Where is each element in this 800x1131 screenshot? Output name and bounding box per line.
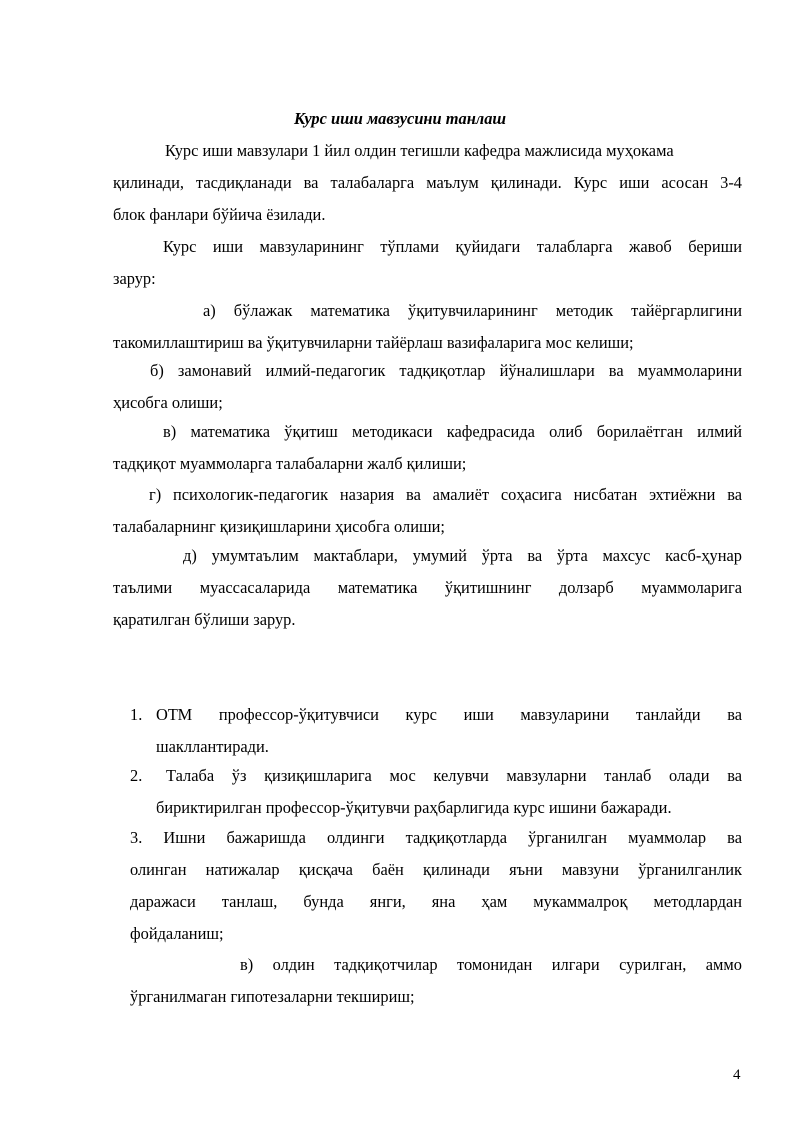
page-number: 4 xyxy=(733,1067,741,1083)
paragraph-line: ҳисобга олиши; xyxy=(113,393,223,412)
paragraph-line: а) бўлажак математика ўқитувчиларининг методик тайёргарлигини xyxy=(203,301,742,320)
requirement-d xyxy=(113,540,742,636)
list-item-line: Талаба ўз қизиқишларига мос келувчи мавзуларни танлаб олади ва xyxy=(166,766,742,785)
paragraph-line: г) психологик-педагогик назария ва амалиёт соҳасига нисбатан эхтиёжни ва xyxy=(149,485,742,504)
list-item-line: бириктирилган профессор-ўқитувчи раҳбарлигида курс ишини бажаради. xyxy=(156,798,672,817)
paragraph-line: фойдаланиш; xyxy=(130,924,224,943)
paragraph-line: қилинади, тасдиқланади ва талабаларга маълум қилинади. Курс иши асосан 3-4 xyxy=(113,173,742,192)
list-item-number: 2. xyxy=(130,766,143,785)
list-item-line: шакллантиради. xyxy=(156,737,269,756)
document-title: Курс иши мавзусини танлаш xyxy=(293,109,507,128)
list-item-3 xyxy=(130,822,742,950)
paragraph-line: тадқиқот муаммоларга талабаларни жалб қилиши; xyxy=(113,454,467,473)
paragraph-line: даражаси танлаш, бунда янги, яна ҳам мукаммалроқ методлардан xyxy=(130,892,742,911)
paragraph-line: Курс иши мавзулари 1 йил олдин тегишли кафедра мажлисида муҳокама xyxy=(165,141,674,160)
list-item xyxy=(130,760,742,824)
requirement-g xyxy=(113,479,742,543)
paragraph-line: такомиллаштириш ва ўқитувчиларни тайёрлаш вазифаларига мос келиши; xyxy=(113,333,634,352)
paragraph-requirements xyxy=(113,231,742,295)
paragraph-line: олинган натижалар қисқача баён қилинади яъни мавзуни ўрганилганлик xyxy=(130,860,742,879)
requirement-v xyxy=(113,416,742,480)
paragraph-line: б) замонавий илмий-педагогик тадқиқотлар йўналишлари ва муаммоларини xyxy=(150,361,742,380)
paragraph-line: д) умумтаълим мактаблари, умумий ўрта ва ўрта махсус касб-ҳунар xyxy=(183,546,742,565)
paragraph-line: 3. Ишни бажаришда олдинги тадқиқотларда ўрганилган муаммолар ва xyxy=(130,828,742,847)
requirement-b xyxy=(113,355,742,419)
list-item-line: ОТМ профессор-ўқитувчиси курс иши мавзуларини танлайди ва xyxy=(156,705,742,724)
list-item-number: 1. xyxy=(130,705,143,724)
paragraph-line: в) олдин тадқиқотчилар томонидан илгари сурилган, аммо xyxy=(240,955,742,974)
paragraph-line: таълими муассасаларида математика ўқитишнинг долзарб муаммоларига xyxy=(113,578,742,597)
item-v-hypotheses xyxy=(130,949,742,1013)
list-item xyxy=(130,699,742,763)
paragraph-line: в) математика ўқитиш методикаси кафедрасида олиб борилаётган илмий xyxy=(163,422,742,441)
paragraph-line: ўрганилмаган гипотезаларни текшириш; xyxy=(130,987,415,1006)
paragraph-line: зарур: xyxy=(113,269,156,288)
paragraph-line: қаратилган бўлиши зарур. xyxy=(113,610,296,629)
paragraph-line: талабаларнинг қизиқишларини ҳисобга олиши; xyxy=(113,517,445,536)
requirement-a xyxy=(113,295,742,359)
paragraph-intro xyxy=(113,135,742,231)
paragraph-line: Курс иши мавзуларининг тўплами қуйидаги талабларга жавоб бериши xyxy=(163,237,742,256)
paragraph-line: блок фанлари бўйича ёзилади. xyxy=(113,205,326,224)
